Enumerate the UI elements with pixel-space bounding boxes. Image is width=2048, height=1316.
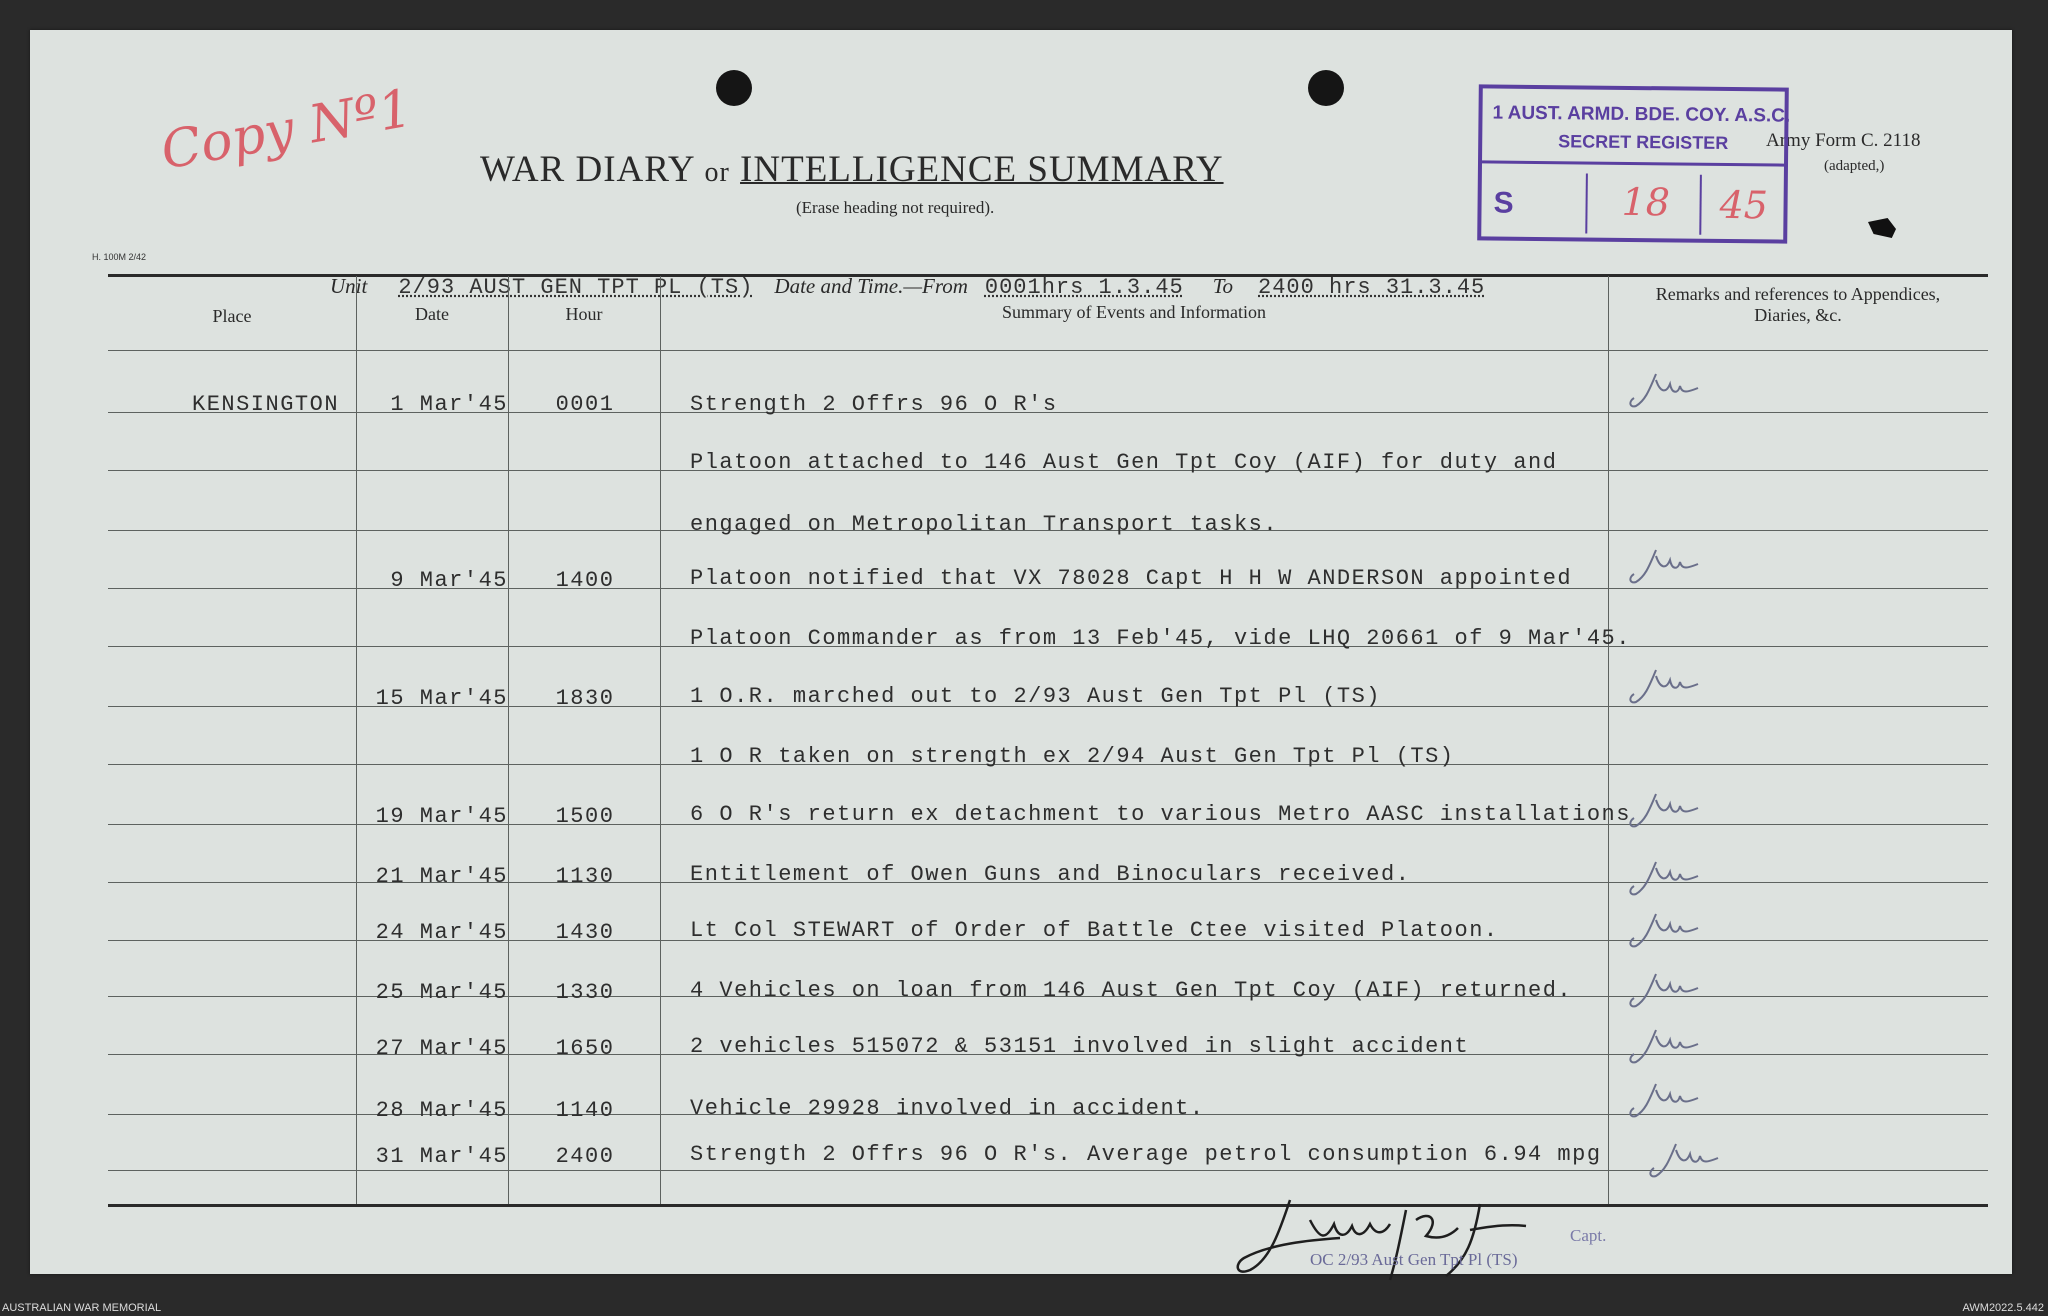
secret-register-stamp: [1477, 84, 1789, 243]
initials-mark: [1626, 910, 1706, 950]
unit-label: Unit: [330, 274, 368, 298]
stamp-register: SECRET REGISTER: [1558, 131, 1729, 153]
entry-text: Lt Col STEWART of Order of Battle Ctee visited Platoon.: [690, 918, 1499, 943]
column-divider: [508, 276, 509, 1204]
unit-value: 2/93 AUST GEN TPT PL (TS): [398, 275, 754, 300]
entry-text: Strength 2 Offrs 96 O R's. Average petrol consumption 6.94 mpg: [690, 1142, 1602, 1167]
entry-hour: 2400: [555, 1144, 615, 1169]
entry-text: 6 O R's return ex detachment to various Metro AASC installations: [690, 802, 1631, 827]
initials-mark: [1626, 858, 1706, 898]
stamp-divider: [1699, 175, 1702, 235]
form-title: [480, 148, 1224, 191]
entry-hour: 1830: [555, 686, 615, 711]
col-header-summary: Summary of Events and Information: [1002, 302, 1266, 322]
initials-mark: [1626, 370, 1706, 410]
stamp-divider: [1482, 160, 1784, 166]
archive-caption: AUSTRALIAN WAR MEMORIAL: [2, 1302, 162, 1314]
entry-date: 24 Mar'45: [375, 920, 508, 945]
entry-text: 1 O.R. marched out to 2/93 Aust Gen Tpt Pl (TS): [690, 684, 1382, 709]
entry-date: 31 Mar'45: [375, 1144, 508, 1169]
title-war-diary: WAR DIARY: [480, 149, 695, 190]
date-time-label: Date and Time.—From: [774, 274, 968, 298]
entry-hour: 1130: [555, 864, 615, 889]
entry-date: 15 Mar'45: [375, 686, 508, 711]
entry-hour: 1500: [555, 804, 615, 829]
signature-rank: Capt.: [1570, 1226, 1607, 1245]
stamp-letter: S: [1493, 186, 1514, 220]
entry-text: 1 O R taken on strength ex 2/94 Aust Gen Tpt Pl (TS): [690, 744, 1455, 769]
col-header-remarks: Remarks and references to Appendices, Diaries, &c.: [1655, 284, 1941, 325]
initials-mark: [1626, 1080, 1706, 1120]
entry-text: engaged on Metropolitan Transport tasks.: [690, 512, 1279, 537]
header-rule: [108, 350, 1988, 351]
entry-date: 9 Mar'45: [390, 568, 508, 593]
initials-mark: [1626, 790, 1706, 830]
initials-mark: [1626, 546, 1706, 586]
entry-hour: 1400: [555, 568, 615, 593]
stamp-divider: [1585, 174, 1588, 234]
unit-line: [330, 274, 1485, 300]
entry-text: Vehicle 29928 involved in accident.: [690, 1096, 1205, 1121]
initials-mark: [1626, 666, 1706, 706]
entry-date: 25 Mar'45: [375, 980, 508, 1005]
entry-date: 1 Mar'45: [390, 392, 508, 417]
entry-hour: 1330: [555, 980, 615, 1005]
entry-date: 19 Mar'45: [375, 804, 508, 829]
entry-hour: 1140: [555, 1098, 615, 1123]
entry-date: 27 Mar'45: [375, 1036, 508, 1061]
col-header-hour: Hour: [565, 304, 603, 324]
print-code: H. 100M 2/42: [92, 252, 147, 262]
initials-mark: [1626, 970, 1706, 1010]
signature-appointment: OC 2/93 Aust Gen Tpt Pl (TS): [1310, 1250, 1518, 1269]
title-intelligence-summary: INTELLIGENCE SUMMARY: [740, 149, 1224, 190]
stamp-unit: 1 AUST. ARMD. BDE. COY. A.S.C.: [1492, 102, 1791, 127]
entry-text: 4 Vehicles on loan from 146 Aust Gen Tpt Coy (AIF) returned.: [690, 978, 1573, 1003]
col-header-date: Date: [415, 304, 449, 324]
erase-note: (Erase heading not required).: [796, 198, 995, 217]
archive-reference: AWM2022.5.442: [1962, 1302, 2044, 1314]
to-label: To: [1212, 274, 1233, 298]
entry-text: Platoon attached to 146 Aust Gen Tpt Coy (AIF) for duty and: [690, 450, 1558, 475]
army-form-number: Army Form C. 2118: [1766, 130, 1921, 151]
entry-hour: 0001: [555, 392, 615, 417]
entry-hour: 1430: [555, 920, 615, 945]
column-divider: [1608, 276, 1609, 1204]
entry-text: Platoon Commander as from 13 Feb'45, vide LHQ 20661 of 9 Mar'45.: [690, 626, 1631, 651]
punch-hole: [1308, 70, 1344, 106]
copy-note-handwritten: Copy Nº1: [156, 78, 417, 182]
adapted-note: (adapted,): [1824, 158, 1885, 174]
stamp-number-2: 45: [1719, 182, 1769, 228]
entry-text: Entitlement of Owen Guns and Binoculars received.: [690, 862, 1411, 887]
table-top-rule: [108, 274, 1988, 277]
column-divider: [660, 276, 661, 1204]
stamp-number-1: 18: [1621, 179, 1671, 225]
column-divider: [356, 276, 357, 1204]
table-bottom-rule: [108, 1204, 1988, 1207]
initials-mark: [1646, 1140, 1726, 1180]
entry-place: KENSINGTON: [192, 392, 340, 417]
entry-text: 2 vehicles 515072 & 53151 involved in slight accident: [690, 1034, 1470, 1059]
from-value: 0001hrs 1.3.45: [984, 275, 1184, 300]
ink-mark: [1868, 218, 1896, 238]
title-or: or: [704, 157, 730, 188]
entry-date: 28 Mar'45: [375, 1098, 508, 1123]
to-value: 2400 hrs 31.3.45: [1258, 275, 1486, 300]
punch-hole: [716, 70, 752, 106]
col-header-place: Place: [212, 306, 252, 326]
entry-text: Strength 2 Offrs 96 O R's: [690, 392, 1058, 417]
diary-page: [30, 30, 2012, 1274]
commander-signature: [1230, 1180, 1570, 1290]
entry-date: 21 Mar'45: [375, 864, 508, 889]
entry-hour: 1650: [555, 1036, 615, 1061]
entry-text: Platoon notified that VX 78028 Capt H H W ANDERSON appointed: [690, 566, 1573, 591]
initials-mark: [1626, 1026, 1706, 1066]
